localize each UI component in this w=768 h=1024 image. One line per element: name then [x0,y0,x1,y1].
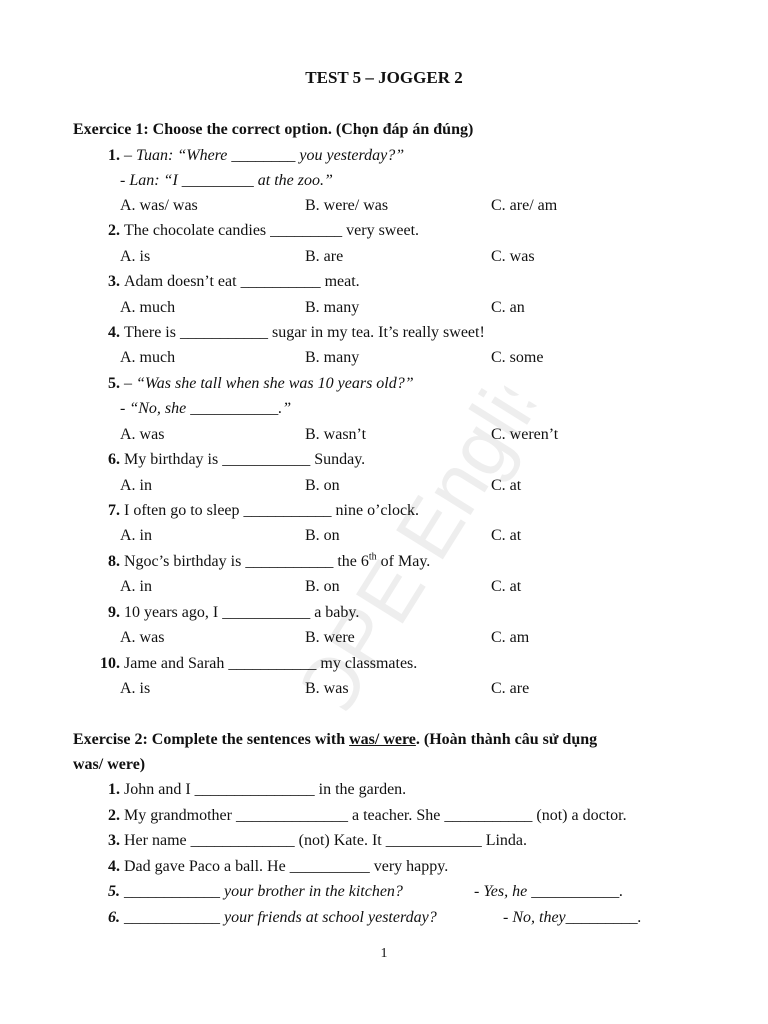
q9-option-a: A. was [120,629,165,646]
question-1-line2: - Lan: “I _________ at the zoo.” [120,172,333,189]
q5-option-a: A. was [120,426,165,443]
question-7: 7. I often go to sleep ___________ nine o’clock. [108,502,420,519]
q1-option-c: C. are/ am [491,197,558,214]
ex2-item-5-answer: - Yes, he ___________. [474,883,624,900]
q7-option-a: A. in [120,527,152,544]
q10-option-c: C. are [491,680,530,697]
q6-option-b: B. on [305,477,340,494]
question-2: 2. The chocolate candies _________ very sweet. [108,222,420,239]
q2-option-c: C. was [491,248,535,265]
q1-option-b: B. were/ was [305,197,389,214]
question-1-line1: 1. – Tuan: “Where ________ you yesterday?” [108,147,405,164]
ex2-item-6-answer: - No, they_________. [503,909,642,926]
exercise2-heading: Exercise 2: Complete the sentences with was/ were. (Hoàn thành câu sử dụng [73,731,598,748]
exercise1-heading: Exercice 1: Choose the correct option. (Chọn đáp án đúng) [73,121,474,138]
ex2-item-1: 1. John and I _______________ in the garden. [108,781,407,798]
q6-option-c: C. at [491,477,522,494]
q9-option-c: C. am [491,629,530,646]
ex2-item-5: 5. ____________ your brother in the kitchen? [108,883,403,900]
page-title: TEST 5 – JOGGER 2 [305,68,463,87]
question-5-line2: - “No, she ___________.” [120,400,292,417]
question-8: 8. Ngoc’s birthday is ___________ the 6th of May. [108,551,431,570]
svg-text:HOPE English: HOPE English [286,368,554,722]
question-3: 3. Adam doesn’t eat __________ meat. [108,273,360,290]
q7-option-c: C. at [491,527,522,544]
q3-option-c: C. an [491,299,525,316]
q5-option-b: B. wasn’t [305,426,367,443]
page-number: 1 [380,946,388,961]
q8-option-c: C. at [491,578,522,595]
q4-option-a: A. much [120,349,176,366]
question-4: 4. There is ___________ sugar in my tea. It’s really sweet! [108,324,485,341]
question-9: 9. 10 years ago, I ___________ a baby. [108,604,360,621]
ex2-item-2: 2. My grandmother ______________ a teacher. She ___________ (not) a doctor. [108,807,627,824]
q2-option-b: B. are [305,248,344,265]
q8-option-b: B. on [305,578,340,595]
question-6: 6. My birthday is ___________ Sunday. [108,451,366,468]
question-5-line1: 5. – “Was she tall when she was 10 years old?” [108,375,414,392]
q4-option-b: B. many [305,349,360,366]
exercise2-heading-line2: was/ were) [73,756,146,773]
q3-option-a: A. much [120,299,176,316]
q1-option-a: A. was/ was [120,197,198,214]
q4-option-c: C. some [491,349,544,366]
ex2-item-3: 3. Her name _____________ (not) Kate. It ____________ Linda. [108,832,528,849]
q10-option-b: B. was [305,680,349,697]
q10-option-a: A. is [120,680,151,697]
q2-option-a: A. is [120,248,151,265]
q7-option-b: B. on [305,527,340,544]
q6-option-a: A. in [120,477,152,494]
ex2-item-6: 6. ____________ your friends at school yesterday? [108,909,437,926]
q5-option-c: C. weren’t [491,426,559,443]
q9-option-b: B. were [305,629,355,646]
q8-option-a: A. in [120,578,152,595]
question-10: 10. Jame and Sarah ___________ my classmates. [100,655,418,672]
q3-option-b: B. many [305,299,360,316]
ex2-item-4: 4. Dad gave Paco a ball. He __________ very happy. [108,858,449,875]
